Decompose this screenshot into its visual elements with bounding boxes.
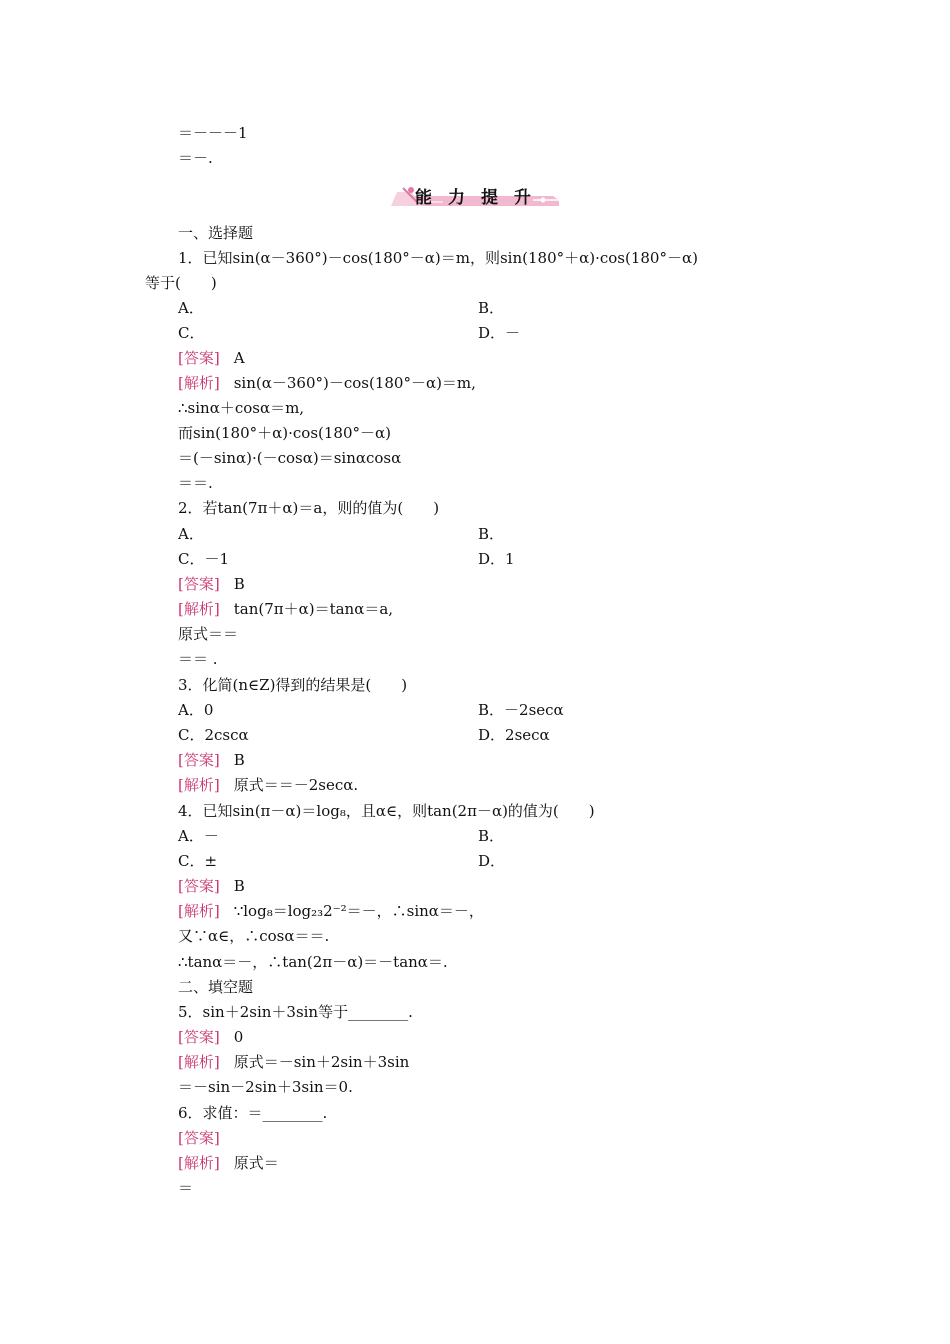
analysis-step: ＝(－sinα)·(－cosα)＝sinαcosα — [178, 449, 402, 467]
question-stem-continued: 等于( ) — [145, 274, 217, 292]
section-banner — [383, 180, 563, 210]
answer-tag: [答案] — [178, 1129, 220, 1147]
answer-line — [178, 574, 245, 594]
analysis-step: ＝ — [178, 1179, 194, 1197]
answer-value: B — [233, 751, 245, 769]
analysis-step: 原式＝＝ — [178, 625, 239, 643]
analysis-line — [178, 373, 476, 393]
answer-value: B — [233, 877, 245, 895]
analysis-text: 原式＝＝－2secα. — [233, 776, 359, 794]
analysis-tag: [解析] — [178, 902, 220, 920]
analysis-text: tan(7π＋α)＝tanα＝a, — [233, 600, 394, 618]
question-stem: 5．sin＋2sin＋3sin等于________. — [178, 1003, 413, 1021]
banner-title: 能力提升 — [415, 188, 547, 208]
analysis-step: ＝＝. — [178, 474, 213, 492]
analysis-step: 而sin(180°＋α)·cos(180°－α) — [178, 424, 391, 442]
option-c: C． — [178, 324, 205, 342]
answer-line — [178, 348, 245, 368]
analysis-tag: [解析] — [178, 1053, 220, 1071]
analysis-line — [178, 901, 484, 921]
analysis-step: ＝＝ . — [178, 650, 218, 668]
option-c: C．± — [178, 852, 218, 870]
answer-value: A — [233, 349, 245, 367]
question-stem: 6．求值：＝________. — [178, 1104, 328, 1122]
answer-line — [178, 1027, 243, 1047]
answer-line — [178, 750, 245, 770]
option-b: B． — [478, 525, 505, 543]
analysis-text: 原式＝－sin＋2sin＋3sin — [233, 1053, 410, 1071]
option-b: B． — [478, 827, 505, 845]
analysis-step: ＝－sin－2sin＋3sin＝0. — [178, 1078, 353, 1096]
analysis-line — [178, 1153, 279, 1173]
answer-tag: [答案] — [178, 1028, 220, 1046]
answer-value: 0 — [233, 1028, 244, 1046]
option-c: C．－1 — [178, 550, 230, 568]
analysis-text: ∵log₈＝log₂₃2⁻²＝－，∴sinα＝－， — [233, 902, 484, 920]
option-d: D． — [478, 852, 506, 870]
analysis-line — [178, 775, 358, 795]
analysis-step: ∴sinα＋cosα＝m, — [178, 399, 305, 417]
equation-line: ＝－. — [178, 149, 213, 167]
option-b: B．－2secα — [478, 701, 564, 719]
analysis-step: 又∵α∈，∴cosα＝＝. — [178, 927, 330, 945]
answer-value: B — [233, 575, 245, 593]
option-a: A． — [178, 299, 204, 317]
answer-tag: [答案] — [178, 575, 220, 593]
answer-tag: [答案] — [178, 877, 220, 895]
analysis-step: ∴tanα＝－，∴tan(2π－α)＝－tanα＝. — [178, 953, 448, 971]
answer-line — [178, 1128, 234, 1148]
question-stem: 1．已知sin(α－360°)－cos(180°－α)＝m，则sin(180°＋α)·cos(180°－α) — [178, 249, 698, 267]
answer-tag: [答案] — [178, 751, 220, 769]
section-title: 一、选择题 — [178, 224, 254, 242]
option-d: D．－ — [478, 324, 521, 342]
analysis-tag: [解析] — [178, 776, 220, 794]
option-a: A．－ — [178, 827, 219, 845]
question-stem: 2．若tan(7π＋α)＝a，则的值为( ) — [178, 499, 440, 517]
answer-tag: [答案] — [178, 349, 220, 367]
question-stem: 4．已知sin(π－α)＝log₈，且α∈，则tan(2π－α)的值为( ) — [178, 802, 595, 820]
equation-line: ＝－－－1 — [178, 124, 248, 142]
analysis-text: sin(α－360°)－cos(180°－α)＝m, — [233, 374, 476, 392]
analysis-line — [178, 599, 393, 619]
answer-line — [178, 876, 245, 896]
analysis-line — [178, 1052, 409, 1072]
section-title: 二、填空题 — [178, 978, 254, 996]
analysis-text: 原式＝ — [233, 1154, 279, 1172]
analysis-tag: [解析] — [178, 374, 220, 392]
question-stem: 3．化简(n∈Z)得到的结果是( ) — [178, 676, 408, 694]
option-a: A．0 — [178, 701, 214, 719]
analysis-tag: [解析] — [178, 1154, 220, 1172]
option-c: C．2cscα — [178, 726, 249, 744]
option-a: A． — [178, 525, 204, 543]
option-d: D．2secα — [478, 726, 550, 744]
option-d: D．1 — [478, 550, 515, 568]
analysis-tag: [解析] — [178, 600, 220, 618]
option-b: B． — [478, 299, 505, 317]
